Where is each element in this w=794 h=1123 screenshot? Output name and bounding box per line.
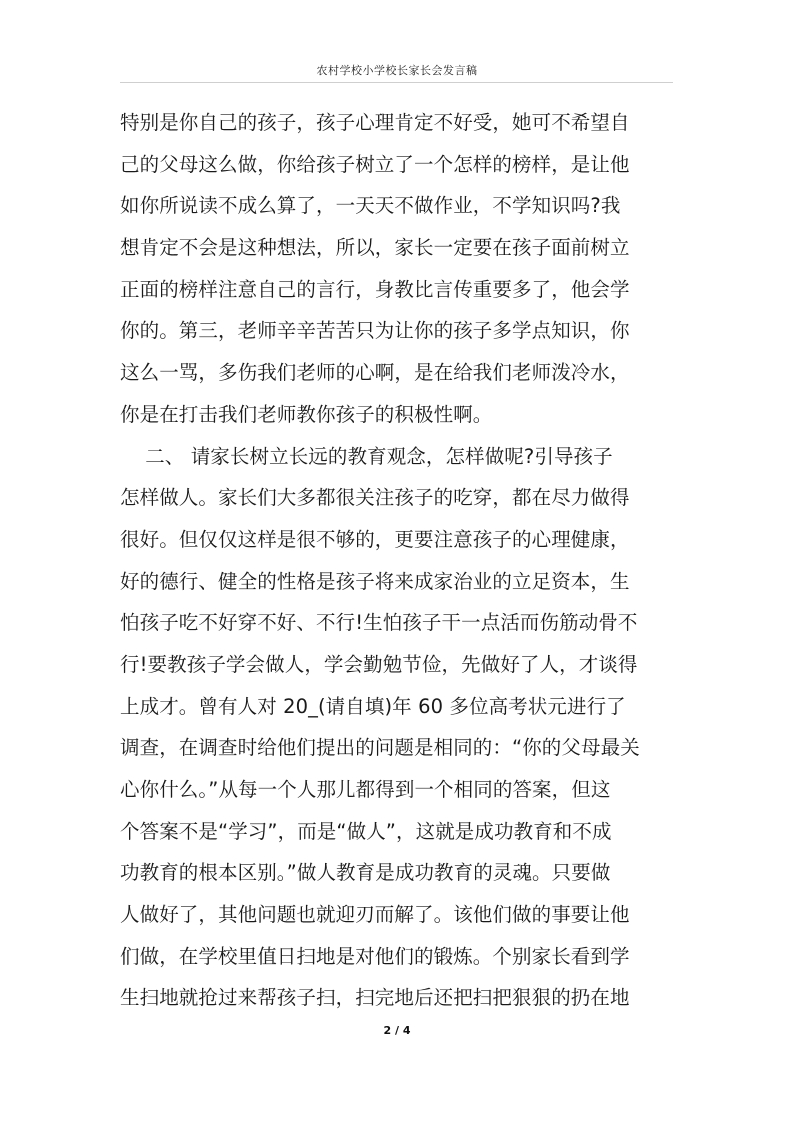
text-line: 正面的榜样注意自己的言行，身教比言传重要多了，他会学: [120, 277, 630, 301]
text-line: 特别是你自己的孩子，孩子心理肯定不好受，她可不希望自: [120, 111, 630, 134]
text-line: 调查，在调查时给他们提出的问题是相同的：“你的父母最关: [120, 736, 640, 760]
text-line: 你是在打击我们老师教你孩子的积极性啊。: [120, 402, 493, 426]
text-line: 行!要教孩子学会做人，学会勤勉节俭，先做好了人，才谈得: [120, 652, 638, 676]
text-line: 人做好了，其他问题也就迎刃而解了。该他们做的事要让他: [120, 903, 630, 927]
text-line: 好的德行、健全的性格是孩子将来成家治业的立足资本，生: [120, 569, 630, 593]
text-line: 二、 请家长树立长远的教育观念，怎样做呢?引导孩子: [120, 444, 613, 468]
page-number: 2 / 4: [383, 1024, 411, 1037]
text-line: 怕孩子吃不好穿不好、不行!生怕孩子干一点活而伤筋动骨不: [120, 611, 638, 635]
text-line: 怎样做人。家长们大多都很关注孩子的吃穿，都在尽力做得: [120, 486, 630, 510]
page-header-title: 农村学校小学校长家长会发言稿: [316, 64, 478, 77]
text-line: 己的父母这么做，你给孩子树立了一个怎样的榜样，是让他: [120, 152, 630, 176]
header-divider: [120, 82, 673, 83]
text-line: 很好。但仅仅这样是很不够的，更要注意孩子的心理健康，: [120, 527, 630, 551]
text-line: 上成才。曾有人对 20_(请自填)年 60 多位高考状元进行了: [120, 694, 626, 718]
text-line: 如你所说读不成么算了，一天天不做作业，不学知识吗?我: [120, 194, 621, 218]
text-line: 生扫地就抢过来帮孩子扫，扫完地后还把扫把狠狠的扔在地: [120, 986, 630, 1010]
text-line: 你的。第三，老师辛辛苦苦只为让你的孩子多学点知识，你: [120, 319, 630, 343]
text-line: 功教育的根本区别。”做人教育是成功教育的灵魂。只要做: [120, 861, 611, 885]
text-line: 个答案不是“学习”，而是“做人”，这就是成功教育和不成: [120, 819, 612, 843]
text-line: 这么一骂，多伤我们老师的心啊，是在给我们老师泼冷水，: [120, 361, 630, 385]
text-line: 们做，在学校里值日扫地是对他们的锻炼。个别家长看到学: [120, 944, 630, 968]
text-line: 心你什么。”从每一个人那儿都得到一个相同的答案，但这: [120, 778, 611, 801]
text-line: 想肯定不会是这种想法，所以，家长一定要在孩子面前树立: [120, 236, 630, 260]
document-body: [120, 102, 680, 1019]
